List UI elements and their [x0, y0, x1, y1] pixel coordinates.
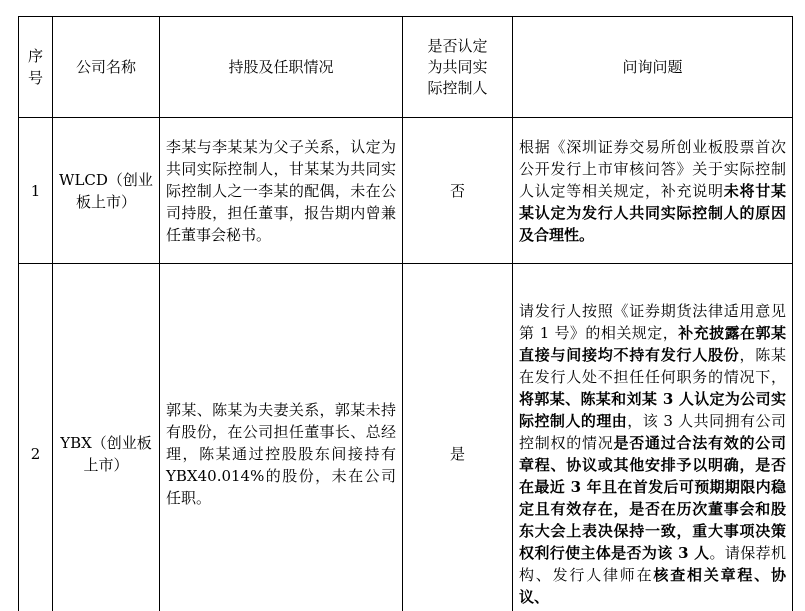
cell-inquiry: [513, 118, 793, 264]
header-seq: 序号: [19, 17, 53, 118]
inquiry-text-emphasis: 核查相关章程、协议、: [519, 565, 786, 606]
inquiry-text: 。请保荐机构、发行人律师在: [519, 543, 786, 584]
inquiry-text: ，陈某在发行人处不担任任何职务的情况下，: [519, 345, 786, 386]
cell-shareholding: 李某与李某某为父子关系，认定为共同实际控制人，甘某某为共同实际控制人之一李某的配偶，未在公司持股，担任董事，报告期内曾兼任董事会秘书。: [160, 118, 403, 264]
table-row: [19, 264, 793, 611]
cell-is-actual-controller: 是: [403, 264, 513, 611]
header-is-actual-controller: 是否认定为共同实际控制人: [403, 17, 513, 118]
cell-is-actual-controller: 否: [403, 118, 513, 264]
cell-company: WLCD（创业板上市）: [53, 118, 160, 264]
inquiry-text-emphasis: 将郭某、陈某和刘某 3 人认定为公司实际控制人的理由: [519, 389, 786, 430]
header-inquiry: 问询问题: [513, 17, 793, 118]
inquiry-text-emphasis: 是否通过合法有效的公司章程、协议或其他安排予以明确: [519, 433, 786, 474]
cell-company: YBX（创业板上市）: [53, 264, 160, 611]
cell-seq: 2: [19, 264, 53, 611]
inquiry-table: [18, 16, 793, 611]
inquiry-text-emphasis: 补充披露在郭某直接与间接均不持有发行人股份: [519, 323, 786, 364]
inquiry-text: 根据《深圳证券交易所创业板股票首次公开发行上市审核问答》关于实际控制人认定等相关规定，补充说明: [519, 137, 786, 200]
header-shareholding: 持股及任职情况: [160, 17, 403, 118]
cell-shareholding: 郭某、陈某为夫妻关系，郭某未持有股份，在公司担任董事长、总经理，陈某通过控股股东间接持有 YBX40.014%的股份，未在公司任职。: [160, 264, 403, 611]
cell-inquiry: [513, 264, 793, 611]
inquiry-text-emphasis: 未将甘某某认定为发行人共同实际控制人的原因及合理性。: [519, 181, 786, 244]
inquiry-text: ，该 3 人共同拥有公司控制权的情况: [519, 411, 786, 452]
inquiry-text-emphasis: ，是否在最近 3 年且在首发后可预期期限内稳定且有效存在，是否在历次董事会和股东大会上表决保持一致，重大事项决策权利行使主体是否为该 3 人: [519, 455, 786, 562]
table-header-row: [19, 17, 793, 118]
inquiry-text: 请发行人按照《证券期货法律适用意见第 1 号》的相关规定，: [519, 301, 786, 342]
header-company: 公司名称: [53, 17, 160, 118]
cell-seq: 1: [19, 118, 53, 264]
table-row: [19, 118, 793, 264]
